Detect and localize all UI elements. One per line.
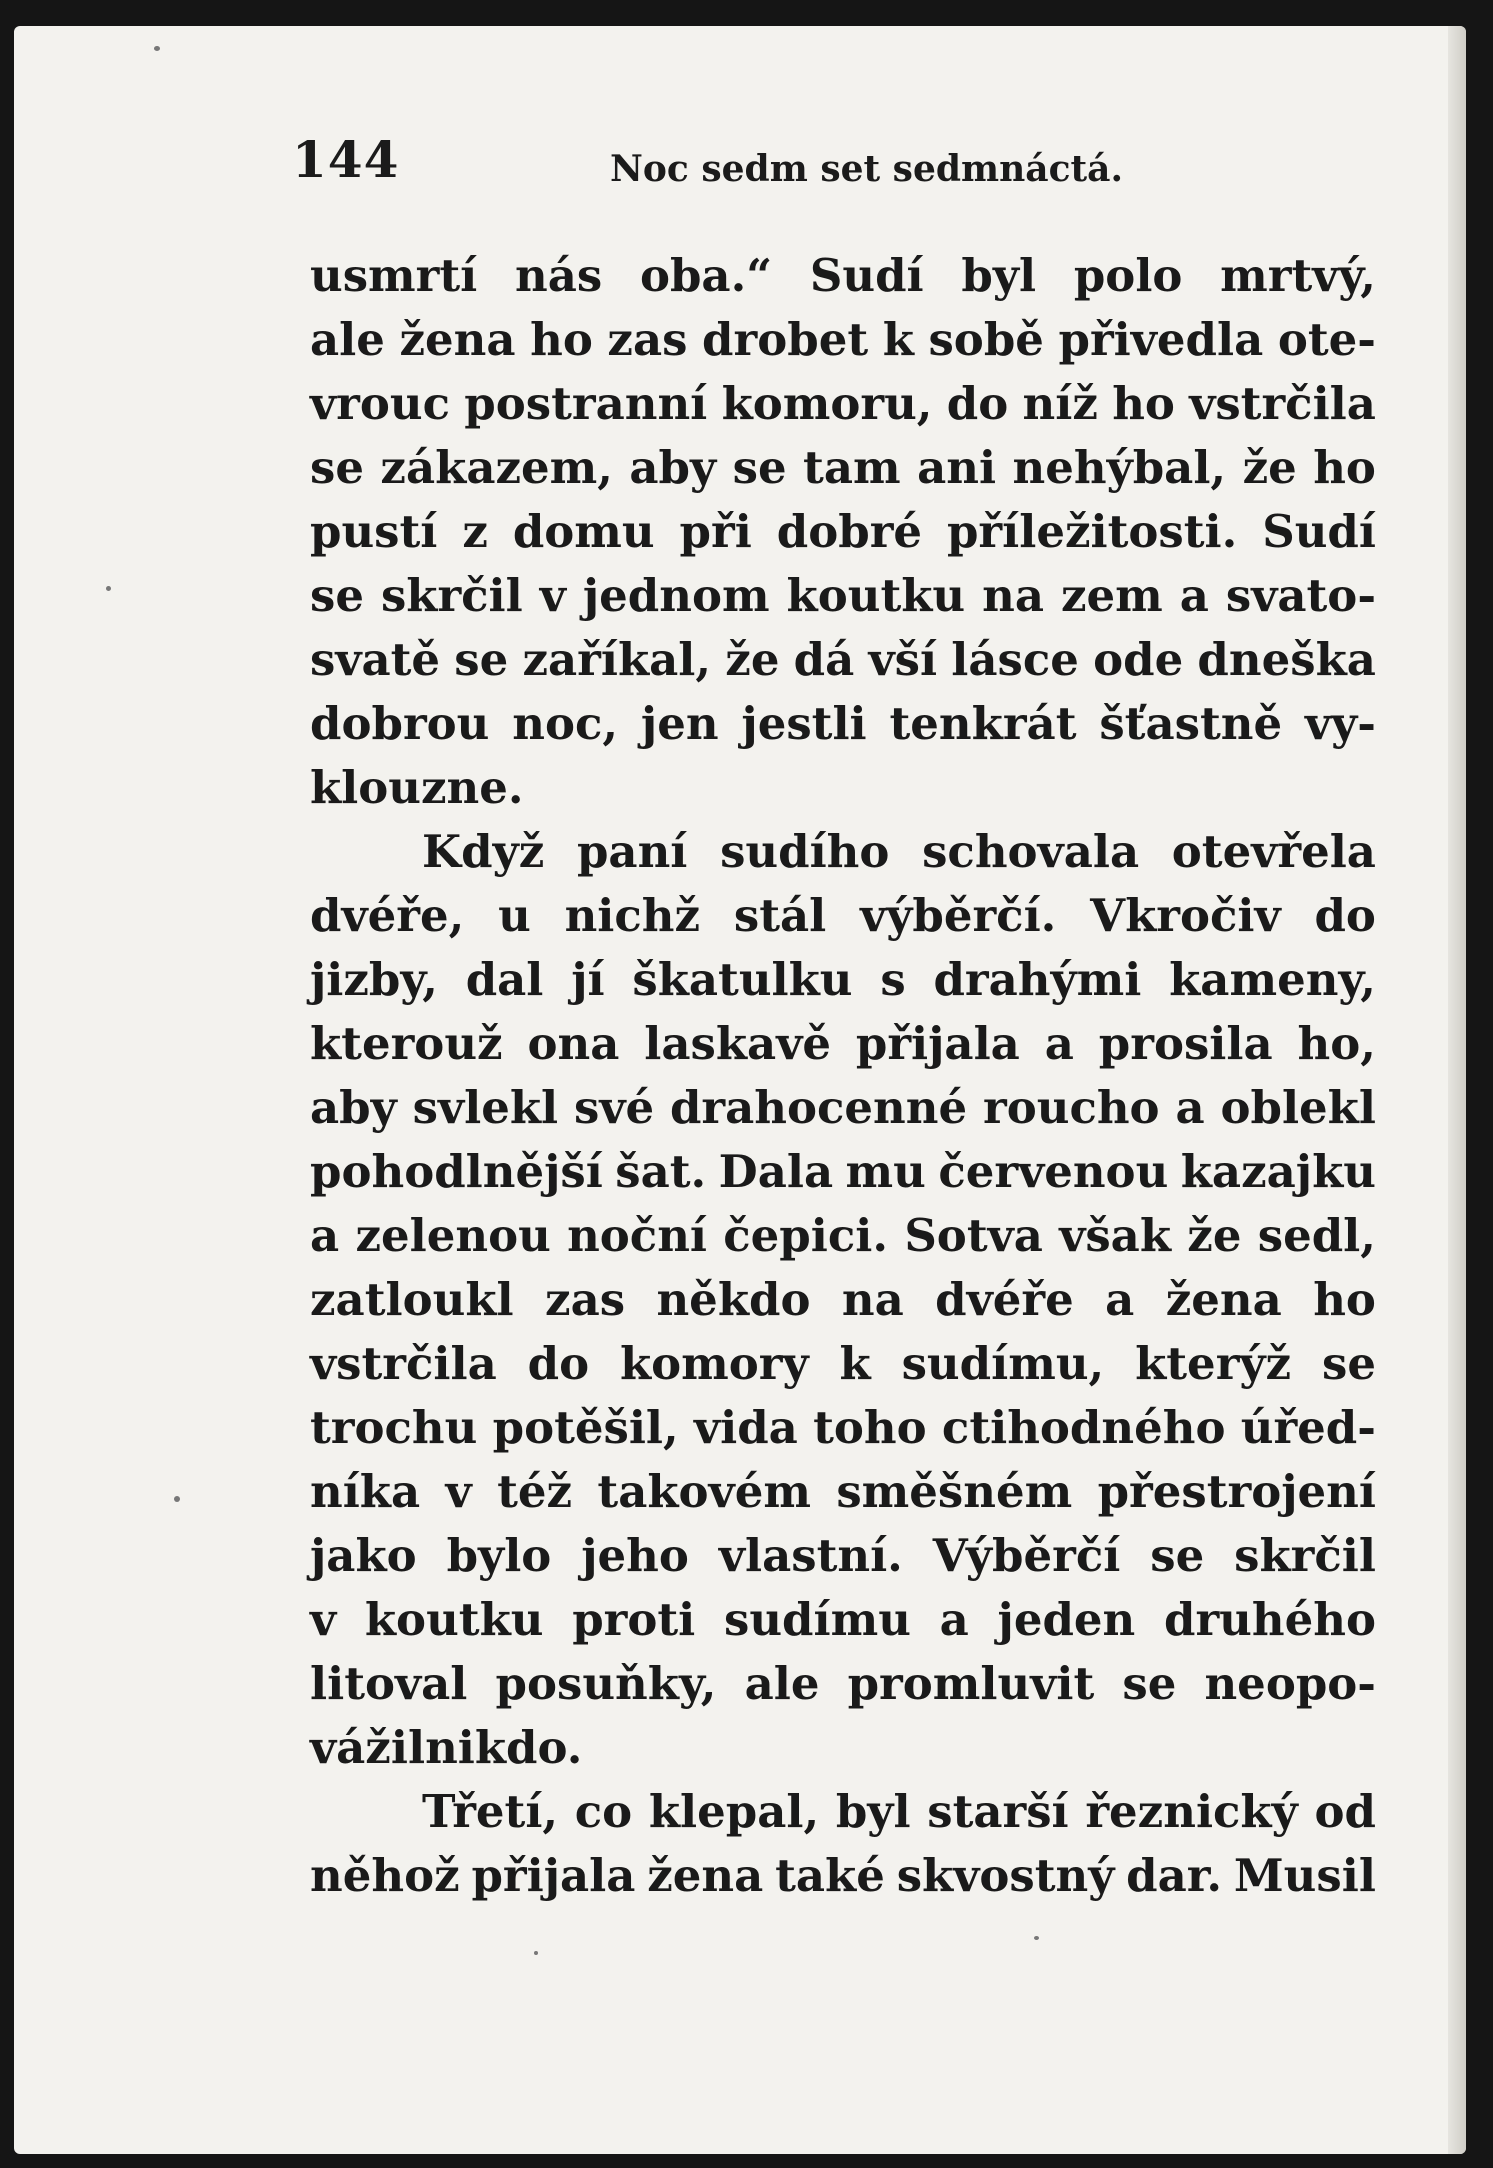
text-line (310, 692, 1376, 756)
word: drobet (702, 313, 869, 366)
word: níka (310, 1465, 421, 1518)
word: zem (1060, 569, 1163, 622)
word: u (498, 889, 531, 942)
word: komoru, (721, 377, 933, 430)
word: sedl, (1257, 1209, 1376, 1262)
text-line (310, 1588, 1376, 1652)
word: jestli (741, 697, 867, 750)
word: ho (1112, 377, 1175, 430)
word: zelenou (355, 1209, 551, 1262)
text-line (310, 756, 1376, 820)
text-line (310, 1844, 1376, 1908)
word: kterýž (1135, 1337, 1292, 1390)
word: klouzne. (310, 761, 524, 814)
word: ale (310, 313, 385, 366)
paper-speck (154, 46, 160, 51)
word: kterouž (310, 1017, 503, 1070)
word: Sotva (904, 1209, 1043, 1262)
word: ani (917, 441, 997, 494)
paper-speck (534, 1951, 538, 1955)
word: proti (572, 1593, 696, 1646)
word: ho (1313, 1273, 1376, 1326)
word: mrtvý, (1220, 249, 1376, 302)
word: sudímu, (901, 1337, 1105, 1390)
word: ote- (1277, 313, 1376, 366)
word: pohodlnější (310, 1145, 603, 1198)
word: šat. (615, 1145, 707, 1198)
word: čepici. (723, 1209, 889, 1262)
word: se (454, 633, 509, 686)
paper-speck (1034, 1936, 1039, 1940)
text-line (310, 884, 1376, 948)
text-line (310, 436, 1376, 500)
text-line (310, 820, 1376, 884)
word: potěšil, (492, 1401, 679, 1454)
word: Sudí (1262, 505, 1376, 558)
word: se (310, 441, 364, 494)
word: usmrtí (310, 249, 478, 302)
word: žena (1165, 1273, 1282, 1326)
word: přestrojení (1097, 1465, 1376, 1518)
word: zas (607, 313, 688, 366)
word: se (1150, 1529, 1205, 1582)
word: při (679, 505, 752, 558)
word: tam (803, 441, 901, 494)
word: otevřela (1171, 825, 1376, 878)
word: jen (640, 697, 719, 750)
running-title: Noc sedm set sedmnáctá. (610, 148, 1124, 190)
word: vstrčila (310, 1337, 497, 1390)
word: dá (793, 633, 855, 686)
word: také (775, 1849, 885, 1902)
word: že (1187, 1209, 1242, 1262)
word: červenou (938, 1145, 1169, 1198)
word: v (310, 1593, 337, 1646)
word: přivedla (1058, 313, 1264, 366)
word: k (882, 313, 914, 366)
word: roucho (983, 1081, 1160, 1134)
word: oba.“ (639, 249, 773, 302)
word: komory (619, 1337, 809, 1390)
word: se (732, 441, 787, 494)
word: byl (835, 1785, 911, 1838)
text-line (310, 244, 1376, 308)
word: trochu (310, 1401, 478, 1454)
word: takovém (597, 1465, 811, 1518)
word: paní (576, 825, 688, 878)
text-line (310, 1204, 1376, 1268)
word: lásce (951, 633, 1079, 686)
word: vší (868, 633, 938, 686)
word: koutku (786, 569, 966, 622)
word: ho (530, 313, 593, 366)
word: Když (422, 825, 545, 878)
word: nikdo. (425, 1721, 583, 1774)
word: v (445, 1465, 472, 1518)
word: dvéře (935, 1273, 1074, 1326)
word: skvostný (896, 1849, 1115, 1902)
word: kameny, (1169, 953, 1376, 1006)
word: prosila (1098, 1017, 1273, 1070)
text-line (310, 564, 1376, 628)
word: jeden (997, 1593, 1136, 1646)
word: jako (310, 1529, 417, 1582)
word: a (1179, 569, 1209, 622)
word: noc, (512, 697, 619, 750)
word: do (1314, 889, 1376, 942)
word: však (1059, 1209, 1172, 1262)
body-text (310, 244, 1376, 1908)
word: dal (465, 953, 544, 1006)
word: ho (1313, 441, 1376, 494)
word: mu (845, 1145, 926, 1198)
word: žena (399, 313, 516, 366)
word: aby (310, 1081, 397, 1134)
word: dar. (1126, 1849, 1223, 1902)
word: Dala (718, 1145, 834, 1198)
word: přijala (855, 1017, 1020, 1070)
word: s (880, 953, 906, 1006)
word: úřed- (1240, 1401, 1376, 1454)
word: níž (1022, 377, 1098, 430)
word: svlekl (412, 1081, 559, 1134)
text-line (310, 628, 1376, 692)
word: pustí (310, 505, 438, 558)
text-line (310, 372, 1376, 436)
word: oblekl (1220, 1081, 1376, 1134)
word: škatulku (632, 953, 853, 1006)
word: žena (647, 1849, 764, 1902)
word: tenkrát (889, 697, 1077, 750)
text-line (310, 308, 1376, 372)
word: vy- (1304, 697, 1376, 750)
word: do (527, 1337, 590, 1390)
word: jí (571, 953, 605, 1006)
word: Musil (1233, 1849, 1376, 1902)
word: jizby, (310, 953, 438, 1006)
word: v (539, 569, 566, 622)
text-line (310, 1076, 1376, 1140)
text-line (310, 1652, 1376, 1716)
word: se (1122, 1657, 1177, 1710)
word: koutku (364, 1593, 544, 1646)
page-header (292, 116, 1392, 196)
word: polo (1073, 249, 1183, 302)
word: stál (733, 889, 827, 942)
word: dneška (1197, 633, 1376, 686)
word: noční (567, 1209, 708, 1262)
word: šťastně (1099, 697, 1283, 750)
text-line (310, 1268, 1376, 1332)
word: a (1175, 1081, 1205, 1134)
word: posuňky, (495, 1657, 717, 1710)
word: nás (515, 249, 603, 302)
word: starší (927, 1785, 1069, 1838)
word: zaříkal, (522, 633, 712, 686)
word: na (982, 569, 1044, 622)
word: domu (512, 505, 655, 558)
text-line (310, 1012, 1376, 1076)
word: dvéře, (310, 889, 465, 942)
text-line (310, 1140, 1376, 1204)
word: byl (961, 249, 1037, 302)
word: dobré (776, 505, 923, 558)
word: druhého (1164, 1593, 1376, 1646)
word: ode (1093, 633, 1184, 686)
word: drahocenné (669, 1081, 968, 1134)
word: se (1321, 1337, 1376, 1390)
page-edge-shadow (1448, 26, 1466, 2154)
text-line (310, 1780, 1376, 1844)
word: zatloukl (310, 1273, 514, 1326)
text-line (310, 1332, 1376, 1396)
word: výběrčí. (860, 889, 1057, 942)
word: směšném (836, 1465, 1073, 1518)
word: jeho (581, 1529, 689, 1582)
word: na (841, 1273, 904, 1326)
word: a (1044, 1017, 1074, 1070)
word: svato- (1225, 569, 1376, 622)
word: kazajku (1180, 1145, 1376, 1198)
word: klepal, (648, 1785, 820, 1838)
page-number: 144 (292, 130, 400, 189)
word: příležitosti. (946, 505, 1238, 558)
word: z (462, 505, 488, 558)
text-line (310, 1396, 1376, 1460)
word: litoval (310, 1657, 468, 1710)
word: Výběrčí (932, 1529, 1121, 1582)
word: promluvit (847, 1657, 1095, 1710)
word: nichž (564, 889, 701, 942)
word: vlastní. (718, 1529, 903, 1582)
word: vida (693, 1401, 798, 1454)
word: od (1314, 1785, 1376, 1838)
word: co (574, 1785, 633, 1838)
word: ale (744, 1657, 820, 1710)
word: sudímu (723, 1593, 911, 1646)
word: své (573, 1081, 655, 1134)
word: vstrčila (1189, 377, 1376, 430)
word: něhož (310, 1849, 460, 1902)
word: Sudí (809, 249, 924, 302)
word: skrčil (380, 569, 523, 622)
word: svatě (310, 633, 441, 686)
word: přijala (471, 1849, 636, 1902)
word: vážil (310, 1721, 426, 1774)
word: se (310, 569, 364, 622)
word: Vkročiv (1090, 889, 1281, 942)
text-line (310, 948, 1376, 1012)
word: a (310, 1209, 340, 1262)
word: do (946, 377, 1009, 430)
text-line (310, 1716, 1376, 1780)
word: že (725, 633, 780, 686)
word: někdo (656, 1273, 811, 1326)
word: zákazem, (380, 441, 613, 494)
text-line (310, 1460, 1376, 1524)
word: vrouc (310, 377, 450, 430)
word: schovala (922, 825, 1140, 878)
word: skrčil (1234, 1529, 1376, 1582)
word: řeznický (1085, 1785, 1298, 1838)
word: jednom (582, 569, 770, 622)
word: ona (527, 1017, 620, 1070)
word: k (839, 1337, 871, 1390)
word: neopo- (1204, 1657, 1376, 1710)
word: a (1105, 1273, 1135, 1326)
word: že (1242, 441, 1297, 494)
text-line (310, 500, 1376, 564)
word: a (939, 1593, 969, 1646)
word: aby (629, 441, 717, 494)
text-line (310, 1524, 1376, 1588)
word: Třetí, (422, 1785, 559, 1838)
word: bylo (446, 1529, 552, 1582)
word: postranní (464, 377, 708, 430)
book-page (14, 26, 1466, 2154)
word: též (497, 1465, 573, 1518)
word: nehýbal, (1012, 441, 1227, 494)
word: ho, (1297, 1017, 1376, 1070)
word: laskavě (644, 1017, 831, 1070)
paper-speck (106, 586, 111, 591)
word: sudího (720, 825, 890, 878)
word: drahými (933, 953, 1142, 1006)
word: zas (545, 1273, 626, 1326)
word: dobrou (310, 697, 490, 750)
paper-speck (174, 1496, 180, 1502)
word: ctihodného (941, 1401, 1226, 1454)
word: sobě (928, 313, 1044, 366)
word: toho (813, 1401, 927, 1454)
